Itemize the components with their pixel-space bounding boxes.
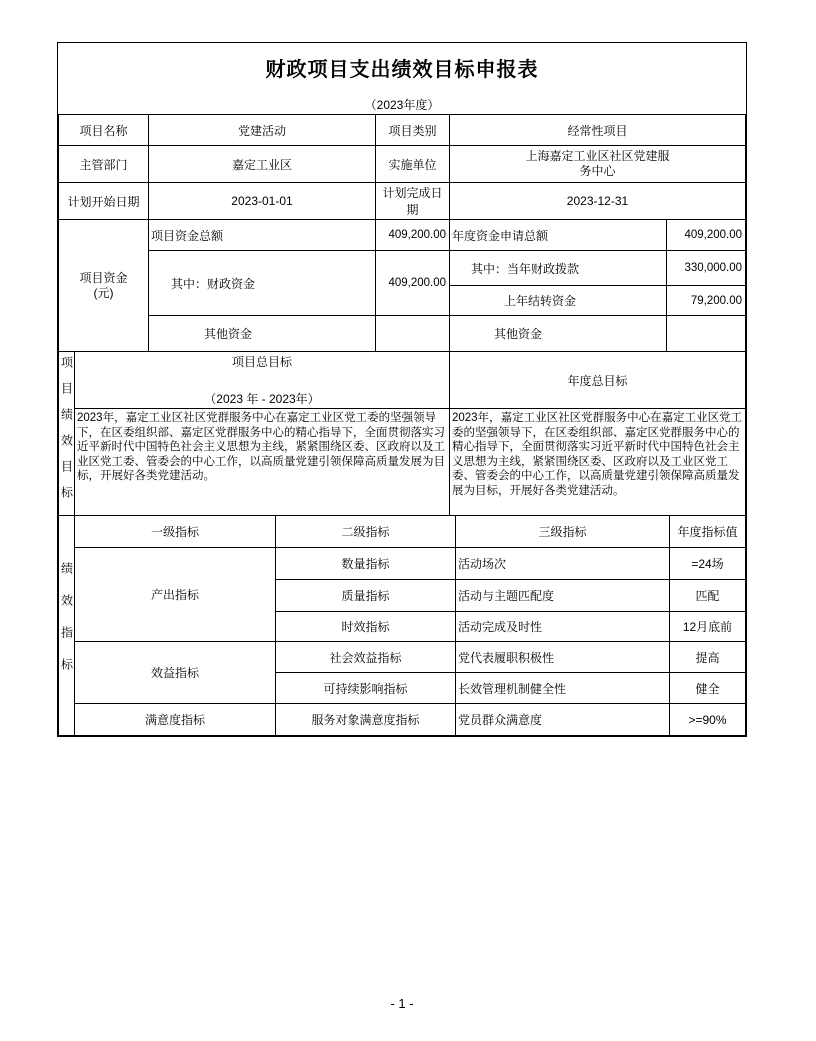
implementing-unit-value: 上海嘉定工业区社区党建服务中心 (450, 146, 746, 183)
level2-social-benefit-indicator: 社会效益指标 (276, 642, 456, 673)
annual-value-mechanism-soundness: 健全 (670, 673, 746, 704)
other-fund-left-label: 其他资金 (149, 316, 376, 352)
level3-mechanism-soundness: 长效管理机制健全性 (456, 673, 670, 704)
level3-member-satisfaction: 党员群众满意度 (456, 704, 670, 736)
indicators-side-header (59, 516, 75, 736)
annual-value-activity-sessions: =24场 (670, 548, 746, 580)
targets-side-label: 项目绩效目标 (59, 355, 74, 512)
start-date-label: 计划开始日期 (59, 183, 149, 220)
total-fund-amount: 409,200.00 (376, 220, 450, 251)
other-fund-left-amount (376, 316, 450, 352)
annual-goal-text: 2023年，嘉定工业区社区党群服务中心在嘉定工业区党工委的坚强领导下，在区委组织部、嘉定区党群服务中心的精心指导下，全面贯彻落实习近平新时代中国特色社会主义思想为主线，紧紧围绕区委、区政府以及工业区党工委、管委会的中心工作，以高质量党建引领保障高质量发展为目标，开展好各类党建活动。 (450, 409, 746, 516)
indicator-row (59, 548, 746, 580)
level3-theme-match: 活动与主题匹配度 (456, 580, 670, 612)
declaration-form-table (57, 42, 747, 737)
indicators-side-label: 绩效指标 (59, 561, 74, 690)
targets-side-header (59, 352, 75, 516)
implementing-unit-label: 实施单位 (376, 146, 450, 183)
project-goal-header: 项目总目标 (231, 355, 292, 369)
indicators-table (58, 515, 746, 736)
page-title: 财政项目支出绩效目标申报表 (265, 59, 539, 81)
col-header-level1: 一级指标 (75, 516, 276, 548)
indicator-row (59, 704, 746, 736)
level2-quality-indicator: 质量指标 (276, 580, 456, 612)
project-name-label: 项目名称 (59, 115, 149, 146)
level1-benefit-indicator: 效益指标 (75, 642, 276, 704)
indicator-row (59, 642, 746, 673)
level2-timeliness-indicator: 时效指标 (276, 612, 456, 642)
total-fund-label: 项目资金总额 (149, 220, 376, 251)
project-goal-text: 2023年，嘉定工业区社区党群服务中心在嘉定工业区党工委的坚强领导下，在区委组织部、嘉定区党群服务中心的精心指导下，全面贯彻落实习近平新时代中国特色社会主义思想为主线，紧紧围绕区委、区政府以及工业区党工委、管委会的中心工作，以高质量党建引领保障高质量发展为目标，开展好各类党建活动。 (75, 409, 450, 516)
other-fund-right-amount (667, 316, 746, 352)
title-block (58, 43, 746, 114)
level2-quantity-indicator: 数量指标 (276, 548, 456, 580)
targets-table (58, 351, 746, 516)
fiscal-fund-label: 其中：财政资金 (149, 251, 376, 316)
annual-value-deputy-engagement: 提高 (670, 642, 746, 673)
end-date-value: 2023-12-31 (450, 183, 746, 220)
funding-section-label-line2: (元) (93, 285, 114, 300)
project-type-value: 经常性项目 (450, 115, 746, 146)
project-type-label: 项目类别 (376, 115, 450, 146)
project-goal-header-cell (75, 352, 450, 409)
annual-request-amount: 409,200.00 (667, 220, 746, 251)
level3-activity-sessions: 活动场次 (456, 548, 670, 580)
current-allocation-amount: 330,000.00 (667, 251, 746, 286)
col-header-annual-value: 年度指标值 (670, 516, 746, 548)
level2-sustainability-indicator: 可持续影响指标 (276, 673, 456, 704)
level1-satisfaction-indicator: 满意度指标 (75, 704, 276, 736)
annual-request-label: 年度资金申请总额 (450, 220, 667, 251)
annual-value-member-satisfaction: >=90% (670, 704, 746, 736)
level1-output-indicator: 产出指标 (75, 548, 276, 642)
annual-goal-header: 年度总目标 (450, 352, 746, 409)
carryover-fund-label: 上年结转资金 (450, 286, 667, 316)
col-header-level3: 三级指标 (456, 516, 670, 548)
annual-value-completion-timeliness: 12月底前 (670, 612, 746, 642)
page-number: - 1 - (390, 996, 414, 1011)
project-name-value: 党建活动 (149, 115, 376, 146)
carryover-fund-amount: 79,200.00 (667, 286, 746, 316)
level3-deputy-engagement: 党代表履职积极性 (456, 642, 670, 673)
level2-service-satisfaction-indicator: 服务对象满意度指标 (276, 704, 456, 736)
fiscal-fund-amount: 409,200.00 (376, 251, 450, 316)
basic-info-table (58, 114, 746, 220)
end-date-label: 计划完成日期 (376, 183, 450, 220)
page-subtitle: （2023年度） (364, 98, 440, 112)
funding-table (58, 219, 746, 352)
project-goal-period: （2023 年 - 2023年） (204, 392, 320, 406)
funding-section-label-line1: 项目资金 (79, 270, 128, 285)
department-value: 嘉定工业区 (149, 146, 376, 183)
annual-value-theme-match: 匹配 (670, 580, 746, 612)
other-fund-right-label: 其他资金 (450, 316, 667, 352)
start-date-value: 2023-01-01 (149, 183, 376, 220)
current-allocation-label: 其中：当年财政拨款 (450, 251, 667, 286)
funding-section-label (59, 220, 149, 352)
department-label: 主管部门 (59, 146, 149, 183)
col-header-level2: 二级指标 (276, 516, 456, 548)
level3-completion-timeliness: 活动完成及时性 (456, 612, 670, 642)
